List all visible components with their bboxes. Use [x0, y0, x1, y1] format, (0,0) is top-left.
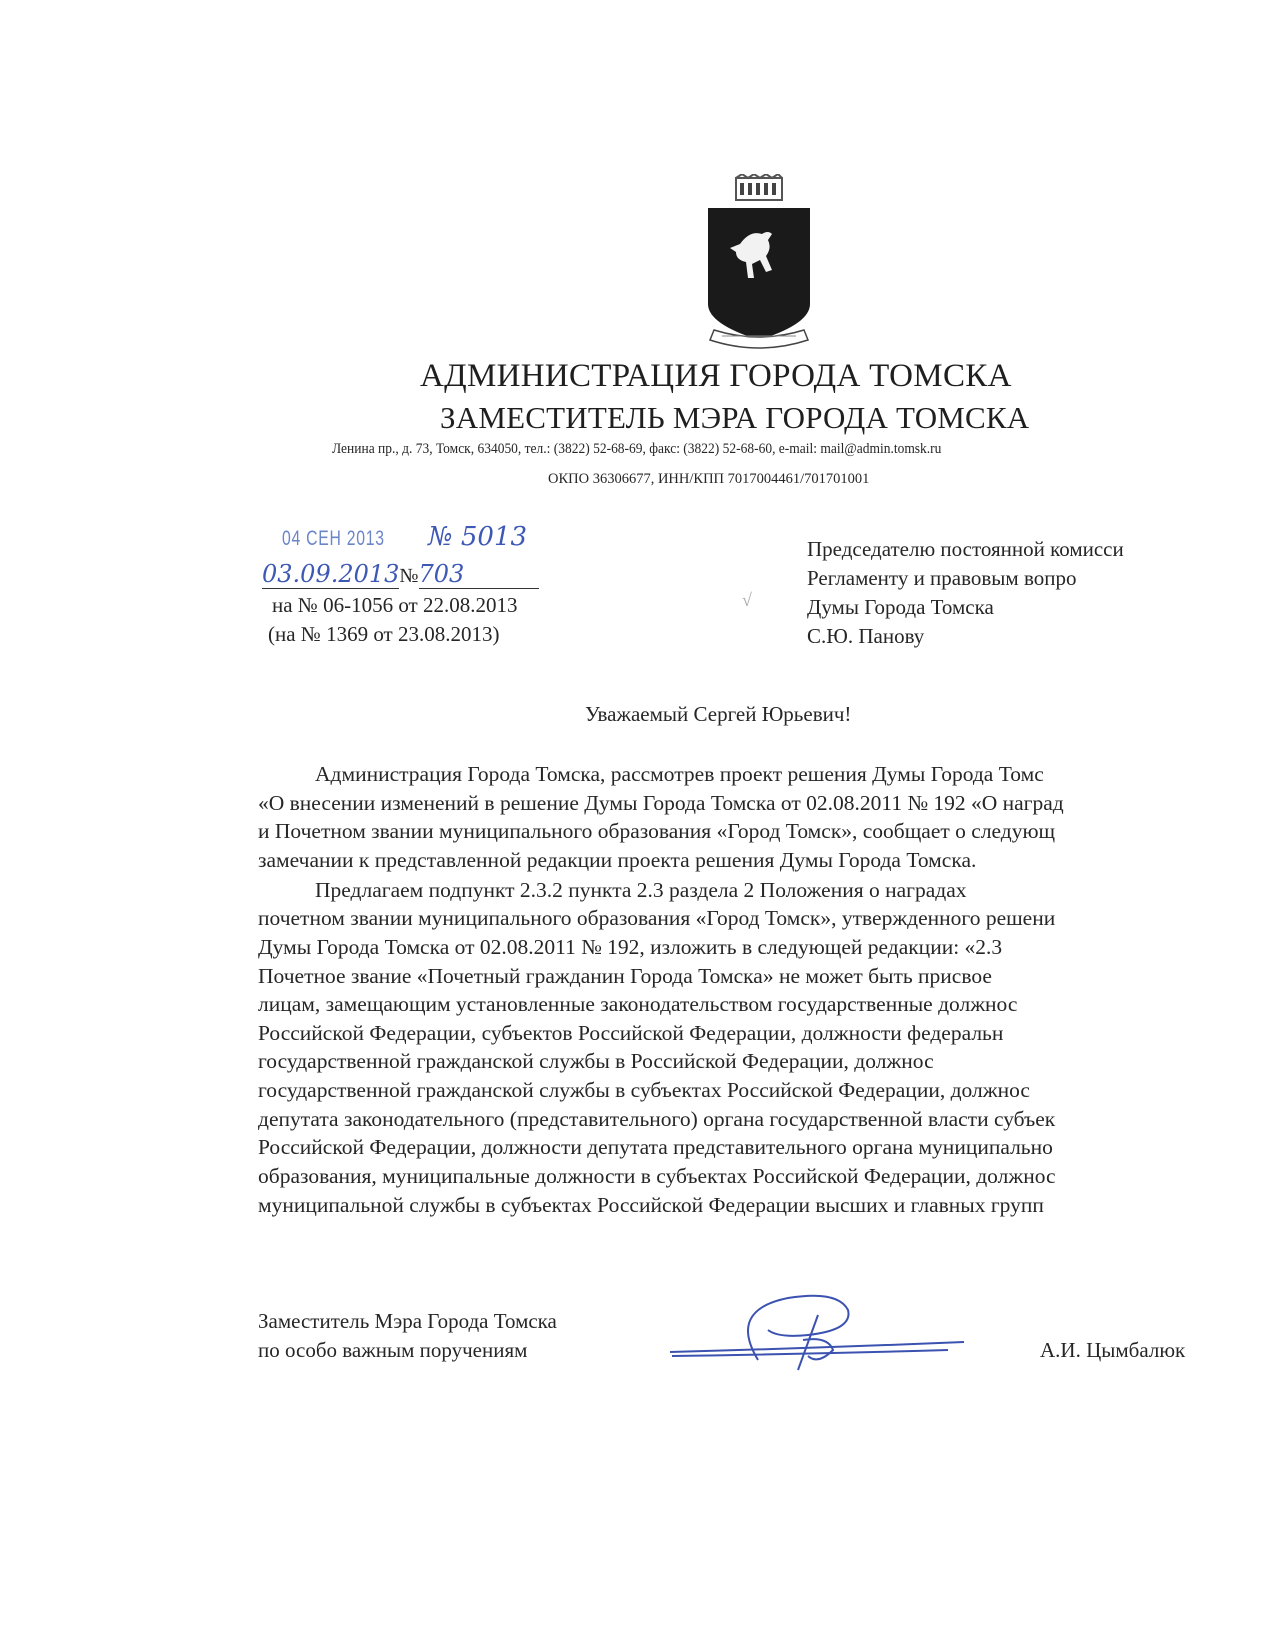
- body-line: лицам, замещающим установленные законодательством государственные должнос: [258, 992, 1018, 1016]
- coat-of-arms-emblem: [700, 174, 818, 356]
- reply-reference-1: на № 06-1056 от 22.08.2013: [272, 593, 518, 617]
- body-line: Думы Города Томска от 02.08.2011 № 192, изложить в следующей редакции: «2.3: [258, 935, 1003, 959]
- signer-name: А.И. Цымбалюк: [1040, 1338, 1186, 1362]
- outgoing-date: 03.09.2013: [262, 560, 400, 588]
- signer-position: Заместитель Мэра Города Томска: [258, 1309, 557, 1333]
- body-line: почетном звании муниципального образования «Город Томск», утвержденного решени: [258, 906, 1056, 930]
- body-line: Российской Федерации, должности депутата представительного органа муниципально: [258, 1135, 1053, 1159]
- signer-position: по особо важным поручениям: [258, 1338, 528, 1362]
- addressee-line: С.Ю. Панову: [807, 624, 925, 648]
- body-line: муниципальной службы в субъектах Российской Федерации высших и главных групп: [258, 1193, 1044, 1217]
- body-line: депутата законодательного (представительного) органа государственной власти субъек: [258, 1107, 1056, 1131]
- body-line: «О внесении изменений в решение Думы Города Томска от 02.08.2011 № 192 «О наград: [258, 791, 1064, 815]
- number-label: №: [399, 565, 419, 587]
- addressee-line: Регламенту и правовым вопро: [807, 566, 1077, 590]
- incoming-stamp-date: 04 СЕН 2013: [282, 527, 385, 550]
- body-line: Почетное звание «Почетный гражданин Города Томска» не может быть присвое: [258, 964, 992, 988]
- body-line: Российской Федерации, субъектов Российской Федерации, должности федеральн: [258, 1021, 1004, 1045]
- organization-codes: ОКПО 36306677, ИНН/КПП 7017004461/701701001: [548, 471, 870, 487]
- addressee-line: Думы Города Томска: [807, 595, 994, 619]
- body-line: и Почетном звании муниципального образования «Город Томск», сообщает о следующ: [258, 819, 1056, 843]
- contact-address: Ленина пр., д. 73, Томск, 634050, тел.: (3822) 52-68-69, факс: (3822) 52-68-60, e-mail: mail@admin.tomsk.ru: [332, 441, 942, 457]
- body-line: государственной гражданской службы в субъектах Российской Федерации, должнос: [258, 1078, 1030, 1102]
- check-mark: √: [742, 590, 752, 610]
- body-line: замечании к представленной редакции проекта решения Думы Города Томска.: [258, 848, 977, 872]
- body-line: образования, муниципальные должности в субъектах Российской Федерации, должнос: [258, 1164, 1056, 1188]
- outgoing-registration: [262, 560, 539, 589]
- incoming-stamp-number: № 5013: [428, 522, 528, 552]
- body-line: Предлагаем подпункт 2.3.2 пункта 2.3 раздела 2 Положения о наградах: [315, 878, 967, 902]
- reply-reference-2: (на № 1369 от 23.08.2013): [268, 622, 500, 646]
- greeting: Уважаемый Сергей Юрьевич!: [585, 702, 852, 726]
- outgoing-number: 703: [419, 560, 539, 589]
- body-line: Администрация Города Томска, рассмотрев проект решения Думы Города Томс: [315, 762, 1044, 786]
- body-line: государственной гражданской службы в Российской Федерации, должнос: [258, 1049, 934, 1073]
- organization-title: АДМИНИСТРАЦИЯ ГОРОДА ТОМСКА: [420, 358, 1012, 394]
- organization-subtitle: ЗАМЕСТИТЕЛЬ МЭРА ГОРОДА ТОМСКА: [440, 400, 1030, 435]
- handwritten-signature: [668, 1290, 968, 1375]
- addressee-line: Председателю постоянной комисси: [807, 537, 1124, 561]
